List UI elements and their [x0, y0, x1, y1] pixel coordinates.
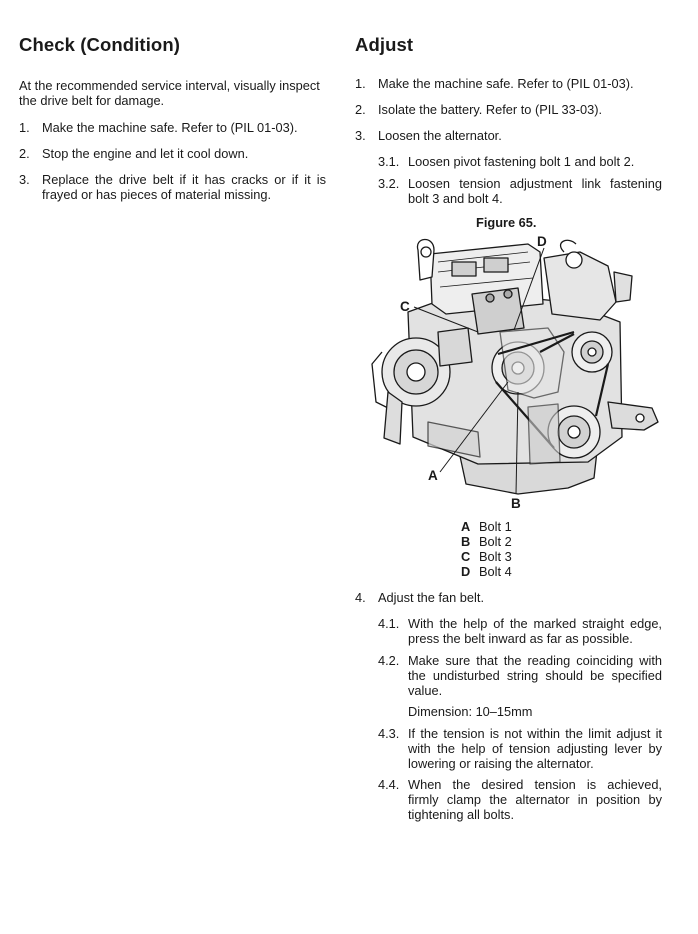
step-number: 2. — [19, 146, 30, 161]
legend-label: Bolt 4 — [479, 564, 512, 579]
check-intro — [19, 78, 327, 108]
step-text-line: Replace the drive belt if it has cracks or if it is — [42, 172, 326, 187]
callout-a: A — [428, 468, 438, 483]
step-number: 4.2. — [378, 653, 400, 668]
adjust-step-4 — [355, 590, 665, 606]
adjust-substep-4-4 — [378, 777, 668, 825]
legend-row — [461, 534, 512, 549]
step-number: 1. — [355, 76, 366, 91]
step-text-line: Loosen tension adjustment link fastening — [408, 176, 662, 191]
check-intro-line: At the recommended service interval, visually inspect — [19, 78, 320, 93]
legend-key: C — [461, 549, 471, 564]
step-text — [408, 616, 662, 646]
dimension-note: Dimension: 10–15mm — [408, 704, 533, 719]
step-number: 3.2. — [378, 176, 400, 191]
step-text-line: Make sure that the reading coinciding with — [408, 653, 662, 668]
check-step-1 — [19, 120, 329, 136]
step-number: 3. — [355, 128, 366, 143]
check-step-3 — [19, 172, 329, 204]
engine-figure — [368, 232, 664, 514]
step-text-line: firmly clamp the alternator in position by — [408, 792, 662, 807]
step-text — [408, 653, 662, 698]
step-text-line: value. — [408, 683, 443, 698]
step-text-line: the undisturbed string should be specified — [408, 668, 662, 683]
adjust-substep-4-3 — [378, 726, 668, 774]
step-text: Stop the engine and let it cool down. — [42, 146, 249, 161]
step-number: 4.4. — [378, 777, 400, 792]
step-text-line: bolt 3 and bolt 4. — [408, 191, 503, 206]
adjust-step-3 — [355, 128, 665, 144]
step-number: 3.1. — [378, 154, 400, 169]
legend-key: B — [461, 534, 471, 549]
adjust-step-2 — [355, 102, 665, 118]
legend-key: A — [461, 519, 471, 534]
callout-b: B — [511, 496, 521, 511]
step-number: 2. — [355, 102, 366, 117]
step-text — [408, 176, 662, 206]
figure-title: Figure 65. — [476, 215, 537, 230]
legend-label: Bolt 2 — [479, 534, 512, 549]
step-text-line: lowering or raising the alternator. — [408, 756, 594, 771]
step-text: Adjust the fan belt. — [378, 590, 484, 605]
callout-d: D — [537, 234, 547, 249]
step-text-line: press the belt inward as far as possible. — [408, 631, 633, 646]
check-step-2 — [19, 146, 329, 162]
step-text-line: with the help of tension adjusting lever by — [408, 741, 662, 756]
check-heading: Check (Condition) — [19, 34, 180, 55]
adjust-substep-4-1 — [378, 616, 668, 648]
step-text — [42, 172, 326, 202]
step-text: Make the machine safe. Refer to (PIL 01-03). — [378, 76, 634, 91]
step-text-line: tightening all bolts. — [408, 807, 514, 822]
step-number: 4.1. — [378, 616, 400, 631]
step-number: 3. — [19, 172, 30, 187]
step-text-line: frayed or has pieces of material missing. — [42, 187, 272, 202]
step-text-line: If the tension is not within the limit adjust it — [408, 726, 662, 741]
step-number: 1. — [19, 120, 30, 135]
legend-label: Bolt 3 — [479, 549, 512, 564]
step-text: Make the machine safe. Refer to (PIL 01-03). — [42, 120, 298, 135]
step-text-line: With the help of the marked straight edge, — [408, 616, 662, 631]
legend-row — [461, 519, 512, 534]
step-text: Loosen the alternator. — [378, 128, 502, 143]
adjust-heading: Adjust — [355, 34, 414, 55]
legend-label: Bolt 1 — [479, 519, 512, 534]
step-text — [408, 726, 662, 771]
adjust-substep-4-2 — [378, 653, 668, 701]
step-number: 4.3. — [378, 726, 400, 741]
check-intro-line: the drive belt for damage. — [19, 93, 165, 108]
step-text: Loosen pivot fastening bolt 1 and bolt 2. — [408, 154, 635, 169]
step-text-line: When the desired tension is achieved, — [408, 777, 662, 792]
step-text — [408, 777, 662, 822]
step-number: 4. — [355, 590, 366, 605]
adjust-substep-3-2 — [378, 176, 668, 208]
legend-row — [461, 564, 512, 579]
step-text: Isolate the battery. Refer to (PIL 33-03). — [378, 102, 603, 117]
legend-row — [461, 549, 512, 564]
adjust-step-1 — [355, 76, 665, 92]
callout-c: C — [400, 299, 410, 314]
adjust-substep-3-1 — [378, 154, 668, 170]
legend-key: D — [461, 564, 471, 579]
